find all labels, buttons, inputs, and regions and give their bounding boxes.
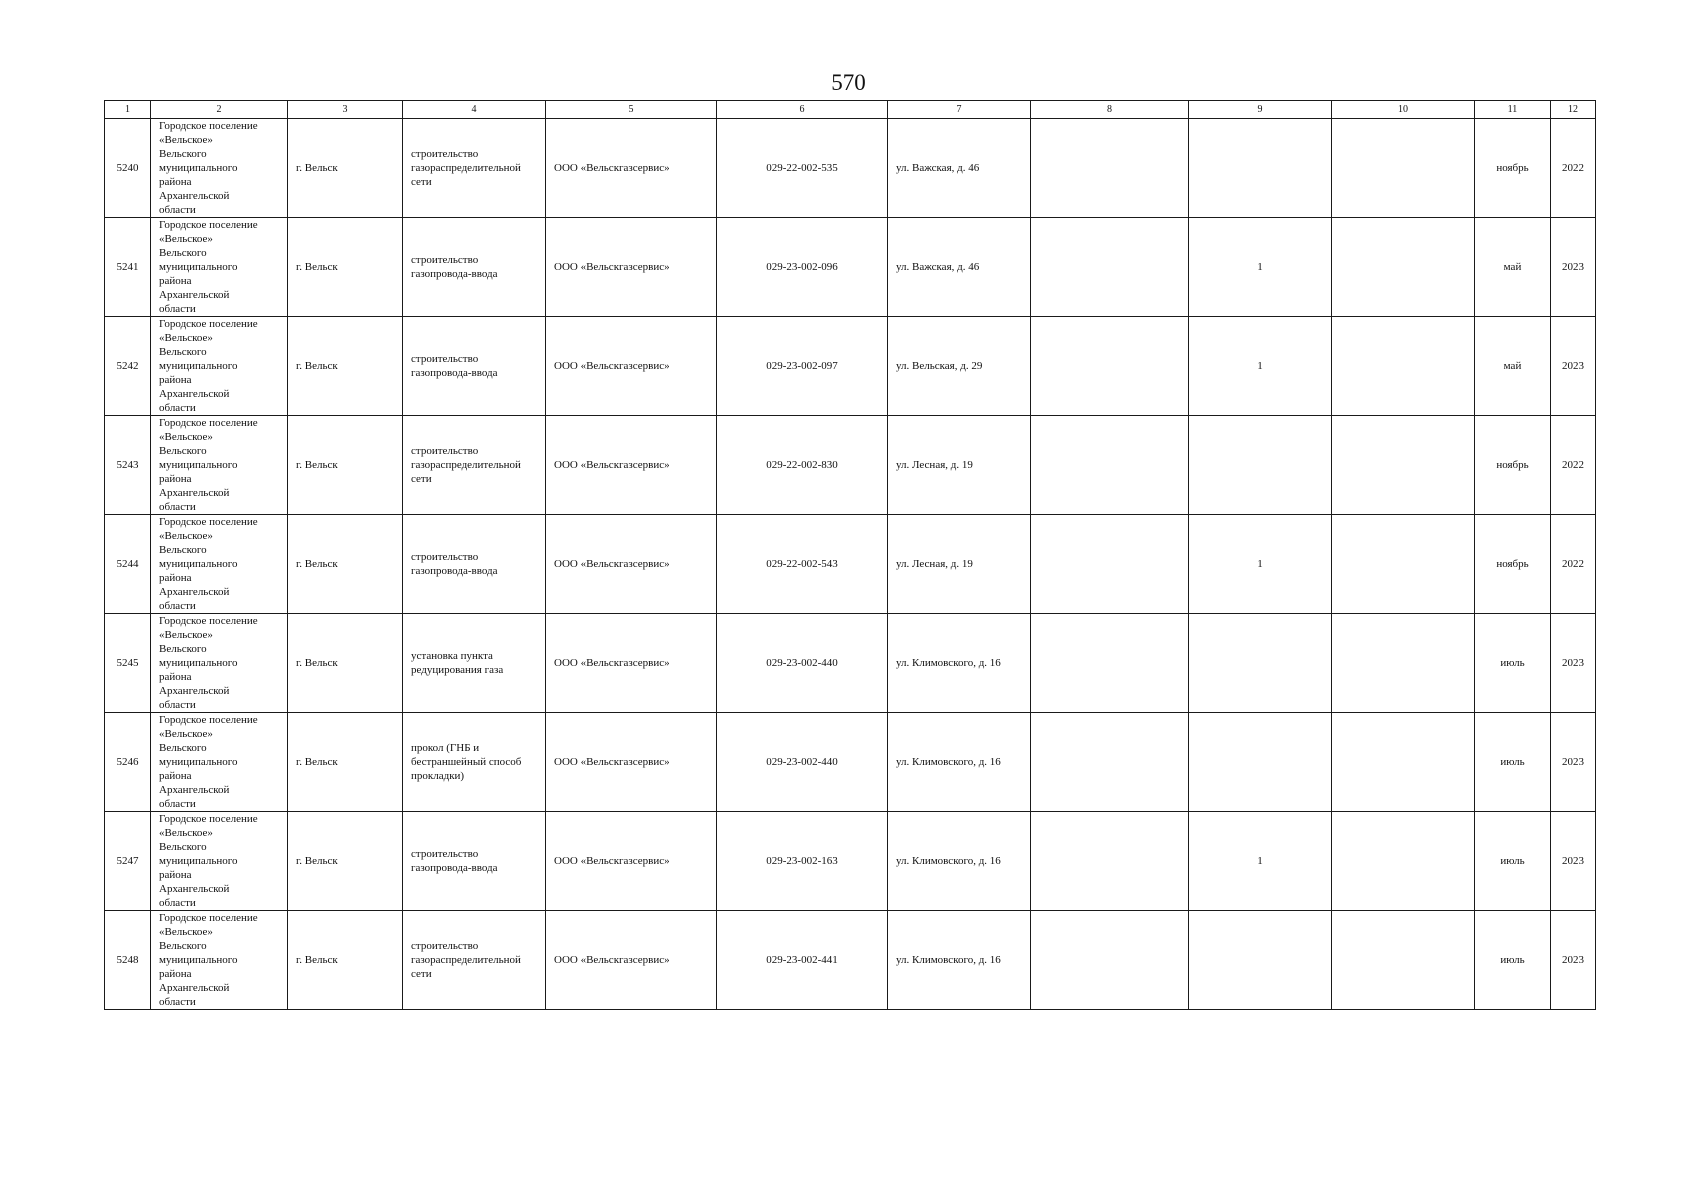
address-cell: ул. Важская, д. 46: [888, 218, 1031, 317]
month-cell: ноябрь: [1475, 515, 1551, 614]
column-header: 6: [717, 101, 888, 119]
settlement-text: Городское поселение «Вельское» Вельского муниципального района Архангельской области: [159, 120, 258, 216]
code-cell: 029-23-002-441: [717, 911, 888, 1010]
organization-cell: ООО «Вельскгазсервис»: [546, 713, 717, 812]
col10-cell: [1332, 317, 1475, 416]
col8-cell: [1031, 218, 1189, 317]
work-type-cell: [403, 416, 546, 515]
settlement-cell: [151, 812, 288, 911]
row-number: 5246: [105, 713, 151, 812]
table-row: [105, 713, 1596, 812]
settlement-text: Городское поселение «Вельское» Вельского муниципального района Архангельской области: [159, 912, 258, 1008]
col10-cell: [1332, 812, 1475, 911]
settlement-cell: [151, 713, 288, 812]
row-number: 5242: [105, 317, 151, 416]
city-cell: г. Вельск: [288, 614, 403, 713]
code-cell: 029-23-002-440: [717, 713, 888, 812]
organization-cell: ООО «Вельскгазсервис»: [546, 416, 717, 515]
table-row: [105, 614, 1596, 713]
month-cell: май: [1475, 317, 1551, 416]
city-cell: г. Вельск: [288, 416, 403, 515]
month-cell: июль: [1475, 713, 1551, 812]
col10-cell: [1332, 614, 1475, 713]
settlement-text: Городское поселение «Вельское» Вельского муниципального района Архангельской области: [159, 615, 258, 711]
year-cell: 2023: [1551, 713, 1596, 812]
work-type-cell: [403, 713, 546, 812]
table-row: [105, 119, 1596, 218]
year-cell: 2023: [1551, 614, 1596, 713]
month-cell: май: [1475, 218, 1551, 317]
city-cell: г. Вельск: [288, 515, 403, 614]
work-type-text: строительство газопровода-ввода: [411, 551, 498, 577]
work-type-cell: [403, 812, 546, 911]
table-row: [105, 515, 1596, 614]
code-cell: 029-23-002-163: [717, 812, 888, 911]
settlement-cell: [151, 515, 288, 614]
col8-cell: [1031, 614, 1189, 713]
code-cell: 029-23-002-440: [717, 614, 888, 713]
table-row: [105, 317, 1596, 416]
column-header: 10: [1332, 101, 1475, 119]
column-header: 7: [888, 101, 1031, 119]
table-row: [105, 812, 1596, 911]
settlement-cell: [151, 911, 288, 1010]
page-number: 570: [831, 70, 866, 95]
year-cell: 2022: [1551, 119, 1596, 218]
col8-cell: [1031, 119, 1189, 218]
row-number: 5248: [105, 911, 151, 1010]
col10-cell: [1332, 515, 1475, 614]
organization-cell: ООО «Вельскгазсервис»: [546, 119, 717, 218]
month-cell: ноябрь: [1475, 119, 1551, 218]
address-cell: ул. Климовского, д. 16: [888, 911, 1031, 1010]
month-cell: июль: [1475, 812, 1551, 911]
settlement-cell: [151, 218, 288, 317]
col8-cell: [1031, 713, 1189, 812]
row-number: 5244: [105, 515, 151, 614]
year-cell: 2023: [1551, 911, 1596, 1010]
work-type-text: установка пункта редуцирования газа: [411, 650, 504, 676]
column-header: 9: [1189, 101, 1332, 119]
work-type-cell: [403, 218, 546, 317]
work-type-text: строительство газораспределительной сети: [411, 148, 521, 188]
settlement-text: Городское поселение «Вельское» Вельского муниципального района Архангельской области: [159, 417, 258, 513]
address-cell: ул. Вельская, д. 29: [888, 317, 1031, 416]
col10-cell: [1332, 119, 1475, 218]
month-cell: ноябрь: [1475, 416, 1551, 515]
quantity-cell: [1189, 713, 1332, 812]
col8-cell: [1031, 812, 1189, 911]
year-cell: 2023: [1551, 812, 1596, 911]
year-cell: 2023: [1551, 218, 1596, 317]
work-type-text: строительство газораспределительной сети: [411, 445, 521, 485]
code-cell: 029-23-002-097: [717, 317, 888, 416]
year-cell: 2023: [1551, 317, 1596, 416]
col10-cell: [1332, 713, 1475, 812]
settlement-cell: [151, 614, 288, 713]
column-header: 2: [151, 101, 288, 119]
city-cell: г. Вельск: [288, 911, 403, 1010]
col8-cell: [1031, 515, 1189, 614]
settlement-cell: [151, 416, 288, 515]
table-row: [105, 911, 1596, 1010]
code-cell: 029-22-002-543: [717, 515, 888, 614]
row-number: 5245: [105, 614, 151, 713]
organization-cell: ООО «Вельскгазсервис»: [546, 218, 717, 317]
table-row: [105, 416, 1596, 515]
quantity-cell: 1: [1189, 317, 1332, 416]
work-type-text: прокол (ГНБ и бестраншейный способ прокладки): [411, 742, 522, 782]
settlement-text: Городское поселение «Вельское» Вельского муниципального района Архангельской области: [159, 318, 258, 414]
quantity-cell: 1: [1189, 218, 1332, 317]
organization-cell: ООО «Вельскгазсервис»: [546, 911, 717, 1010]
table-row: [105, 218, 1596, 317]
settlement-text: Городское поселение «Вельское» Вельского муниципального района Архангельской области: [159, 813, 258, 909]
work-type-text: строительство газопровода-ввода: [411, 848, 498, 874]
address-cell: ул. Климовского, д. 16: [888, 614, 1031, 713]
col8-cell: [1031, 317, 1189, 416]
work-type-cell: [403, 911, 546, 1010]
column-header: 5: [546, 101, 717, 119]
registry-table: [104, 100, 1596, 1010]
work-type-text: строительство газораспределительной сети: [411, 940, 521, 980]
quantity-cell: 1: [1189, 812, 1332, 911]
address-cell: ул. Климовского, д. 16: [888, 713, 1031, 812]
column-header: 11: [1475, 101, 1551, 119]
quantity-cell: [1189, 614, 1332, 713]
row-number: 5241: [105, 218, 151, 317]
col10-cell: [1332, 218, 1475, 317]
city-cell: г. Вельск: [288, 713, 403, 812]
settlement-text: Городское поселение «Вельское» Вельского муниципального района Архангельской области: [159, 714, 258, 810]
code-cell: 029-22-002-535: [717, 119, 888, 218]
quantity-cell: [1189, 119, 1332, 218]
work-type-cell: [403, 515, 546, 614]
quantity-cell: [1189, 911, 1332, 1010]
settlement-text: Городское поселение «Вельское» Вельского муниципального района Архангельской области: [159, 219, 258, 315]
row-number: 5240: [105, 119, 151, 218]
code-cell: 029-23-002-096: [717, 218, 888, 317]
settlement-cell: [151, 119, 288, 218]
column-header: 3: [288, 101, 403, 119]
address-cell: ул. Важская, д. 46: [888, 119, 1031, 218]
col10-cell: [1332, 416, 1475, 515]
organization-cell: ООО «Вельскгазсервис»: [546, 614, 717, 713]
quantity-cell: [1189, 416, 1332, 515]
address-cell: ул. Лесная, д. 19: [888, 515, 1031, 614]
row-number: 5243: [105, 416, 151, 515]
col8-cell: [1031, 911, 1189, 1010]
work-type-cell: [403, 614, 546, 713]
organization-cell: ООО «Вельскгазсервис»: [546, 515, 717, 614]
settlement-text: Городское поселение «Вельское» Вельского муниципального района Архангельской области: [159, 516, 258, 612]
city-cell: г. Вельск: [288, 218, 403, 317]
row-number: 5247: [105, 812, 151, 911]
organization-cell: ООО «Вельскгазсервис»: [546, 317, 717, 416]
city-cell: г. Вельск: [288, 119, 403, 218]
column-number-row: [105, 101, 1596, 119]
work-type-text: строительство газопровода-ввода: [411, 254, 498, 280]
col8-cell: [1031, 416, 1189, 515]
col10-cell: [1332, 911, 1475, 1010]
work-type-cell: [403, 119, 546, 218]
address-cell: ул. Климовского, д. 16: [888, 812, 1031, 911]
column-header: 8: [1031, 101, 1189, 119]
code-cell: 029-22-002-830: [717, 416, 888, 515]
column-header: 4: [403, 101, 546, 119]
address-cell: ул. Лесная, д. 19: [888, 416, 1031, 515]
work-type-text: строительство газопровода-ввода: [411, 353, 498, 379]
year-cell: 2022: [1551, 515, 1596, 614]
column-header: 1: [105, 101, 151, 119]
settlement-cell: [151, 317, 288, 416]
city-cell: г. Вельск: [288, 812, 403, 911]
month-cell: июль: [1475, 614, 1551, 713]
work-type-cell: [403, 317, 546, 416]
month-cell: июль: [1475, 911, 1551, 1010]
organization-cell: ООО «Вельскгазсервис»: [546, 812, 717, 911]
city-cell: г. Вельск: [288, 317, 403, 416]
year-cell: 2022: [1551, 416, 1596, 515]
quantity-cell: 1: [1189, 515, 1332, 614]
column-header: 12: [1551, 101, 1596, 119]
